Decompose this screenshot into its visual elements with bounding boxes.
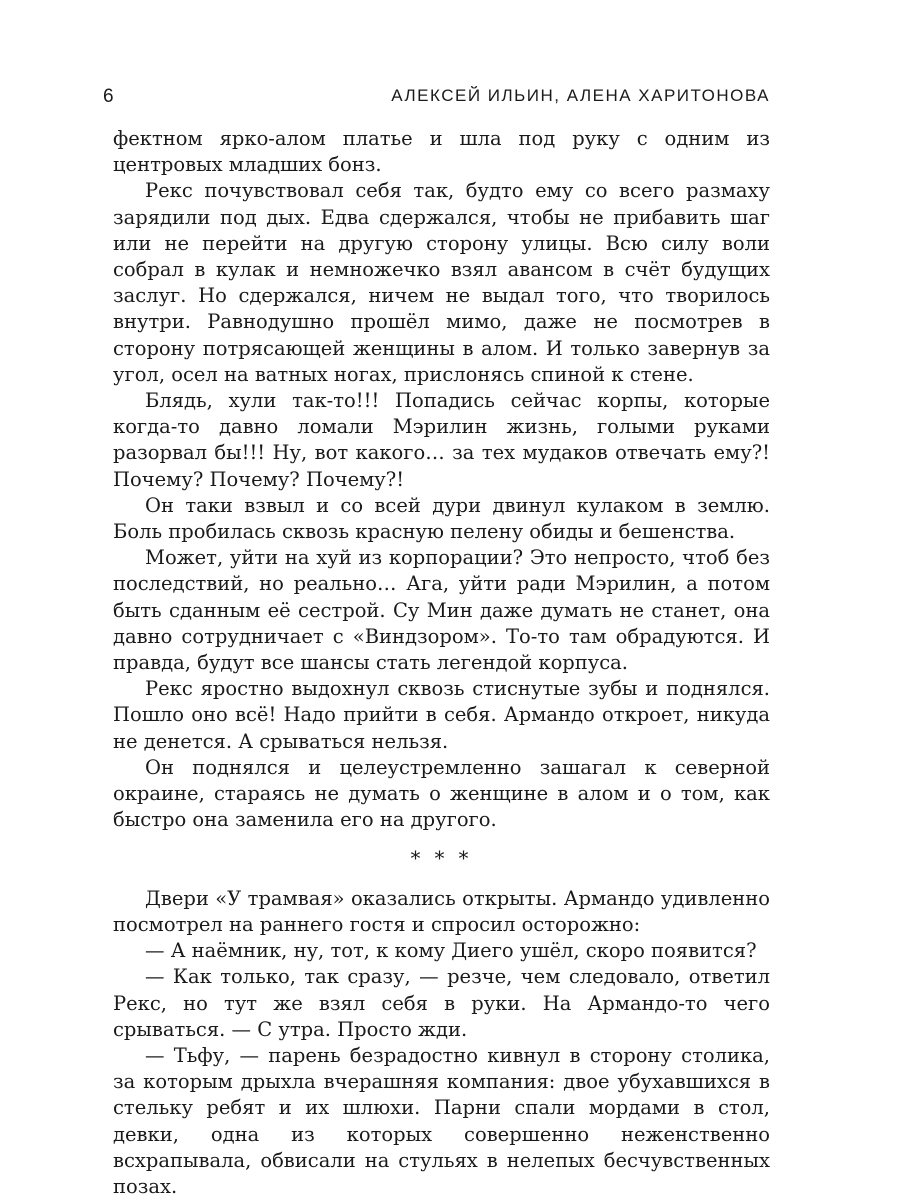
paragraph: — Как только, так сразу, — резче, чем следовало, ответил Рекс, но тут же взял себя в руки. На Армандо-то чего срываться. — С утра. Просто жди. [113, 965, 770, 1041]
paragraph: Рекс почувствовал себя так, будто ему со всего размаху зарядили под дых. Едва сдержался, чтобы не прибавить шаг или не перейти на другую сторону улицы. Всю силу воли собрал в кулак и немножечко взял авансом в счёт будущих заслуг. Но сдержался, ничем не выдал того, что творилось внутри. Равнодушно прошёл мимо, даже не посмотрев в сторону потрясающей женщины в алом. И только завернув за угол, осел на ватных ногах, прислонясь спиной к стене. [113, 179, 770, 386]
paragraph: Блядь, хули так-то!!! Попадись сейчас корпы, которые когда-то давно ломали Мэрилин жизнь, голыми руками разорвал бы!!! Ну, вот какого… за тех мудаков отвечать ему?! Почему? Почему? Почему?! [113, 389, 770, 491]
paragraph: — Тьфу, — парень безрадостно кивнул в сторону столика, за которым дрыхла вчерашняя компания: двое убухавшихся в стельку ребят и их шлюхи. Парни спали мордами в стол, девки, одна из которых совершенно неженственно всхрапывала, обвисали на стульях в нелепых бесчувственных позах. [113, 1043, 770, 1198]
paragraph: Он поднялся и целеустремленно зашагал к северной окраине, стараясь не думать о женщине в алом и о том, как быстро она заменила его на другого. [113, 755, 770, 832]
paragraph: — А наёмник, ну, тот, к кому Диего ушёл, скоро появится? [145, 939, 757, 963]
running-head: АЛЕКСЕЙ ИЛЬИН, АЛЕНА ХАРИТОНОВА [391, 86, 770, 105]
paragraph: Он таки взвыл и со всей дури двинул кулаком в землю. Боль пробилась сквозь красную пелену обиды и бешенства. [113, 493, 770, 544]
section-separator: * * * [410, 847, 473, 871]
paragraph: Рекс яростно выдохнул сквозь стиснутые зубы и поднялся. Пошло оно всё! Надо прийти в себя. Армандо откроет, никуда не денется. А срываться нельзя. [113, 677, 770, 753]
paragraph: фектном ярко-алом платье и шла под руку с одним из центровых младших бонз. [113, 127, 770, 177]
page-number: 6 [103, 86, 115, 107]
body-text [113, 126, 770, 1200]
paragraph: Может, уйти на хуй из корпорации? Это непросто, чтоб без последствий, но реально… Ага, уйти ради Мэрилин, а потом быть сданным её сестрой. Су Мин даже думать не станет, она давно сотрудничает с «Виндзором». То-то там обрадуются. И правда, будут все шансы стать легендой корпуса. [113, 546, 770, 675]
paragraph: Двери «У трамвая» оказались открыты. Армандо удивленно посмотрел на раннего гостя и спросил осторожно: [113, 886, 770, 936]
